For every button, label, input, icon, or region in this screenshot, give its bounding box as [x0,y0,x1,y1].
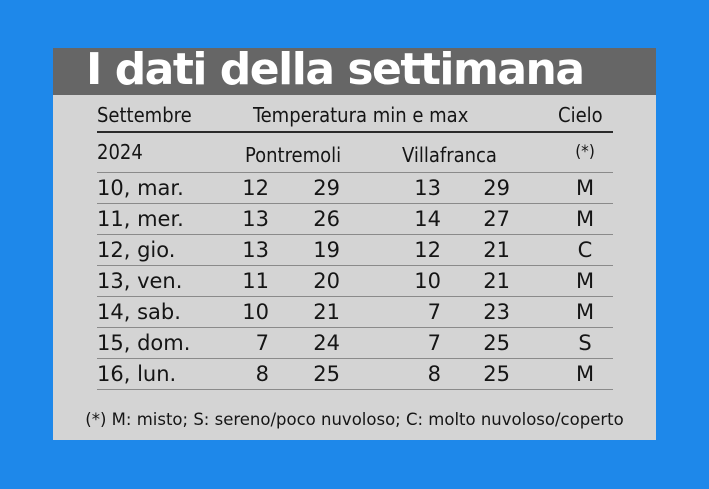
cell-p-max: 25 [313,362,340,386]
cell-v-max: 25 [483,331,510,355]
cell-p-max: 20 [313,269,340,293]
cell-v-max: 25 [483,362,510,386]
cell-v-min: 7 [427,331,441,355]
cell-p-min: 13 [242,207,269,231]
header-cielo-note: (*) [575,142,595,162]
cell-v-max: 27 [483,207,510,231]
row-rule [97,358,613,359]
row-rule [97,203,613,204]
row-rule [97,265,613,266]
cell-v-min: 10 [414,269,441,293]
cell-v-min: 12 [414,238,441,262]
cell-sky: M [575,362,595,386]
header-pontremoli: Pontremoli [245,143,342,167]
cell-p-max: 29 [313,176,340,200]
cell-p-max: 19 [313,238,340,262]
header-settembre: Settembre [97,103,192,127]
cell-sky: M [575,207,595,231]
header-cielo: Cielo [558,103,603,127]
cell-p-min: 13 [242,238,269,262]
footnote: (*) M: misto; S: sereno/poco nuvoloso; C: molto nuvoloso/coperto [85,410,624,429]
cell-p-min: 11 [242,269,269,293]
cell-p-max: 21 [313,300,340,324]
header-year: 2024 [97,140,143,164]
cell-v-min: 8 [427,362,441,386]
cell-day: 10, mar. [97,176,184,200]
cell-v-max: 23 [483,300,510,324]
header-temperatura: Temperatura min e max [253,103,469,127]
page-title: I dati della settimana [86,44,584,95]
cell-day: 11, mer. [97,207,184,231]
header-rule [97,131,613,133]
cell-v-max: 21 [483,238,510,262]
cell-sky: C [577,238,593,262]
header-villafranca: Villafranca [402,143,497,167]
weather-table-card [53,44,656,440]
cell-v-min: 7 [427,300,441,324]
row-rule [97,327,613,328]
cell-p-min: 10 [242,300,269,324]
cell-sky: M [575,300,595,324]
cell-v-max: 21 [483,269,510,293]
cell-v-min: 14 [414,207,441,231]
cell-v-min: 13 [414,176,441,200]
cell-sky: S [578,331,592,355]
row-rule [97,172,613,173]
cell-day: 15, dom. [97,331,191,355]
cell-sky: M [575,176,595,200]
cell-day: 13, ven. [97,269,183,293]
cell-sky: M [575,269,595,293]
cell-p-min: 8 [255,362,269,386]
title-bar [53,44,656,95]
cell-p-min: 7 [255,331,269,355]
cell-day: 16, lun. [97,362,177,386]
row-rule [97,234,613,235]
cell-v-max: 29 [483,176,510,200]
cell-p-min: 12 [242,176,269,200]
cell-p-max: 24 [313,331,340,355]
row-rule [97,296,613,297]
cell-p-max: 26 [313,207,340,231]
cell-day: 12, gio. [97,238,176,262]
row-rule [97,389,613,390]
cell-day: 14, sab. [97,300,181,324]
